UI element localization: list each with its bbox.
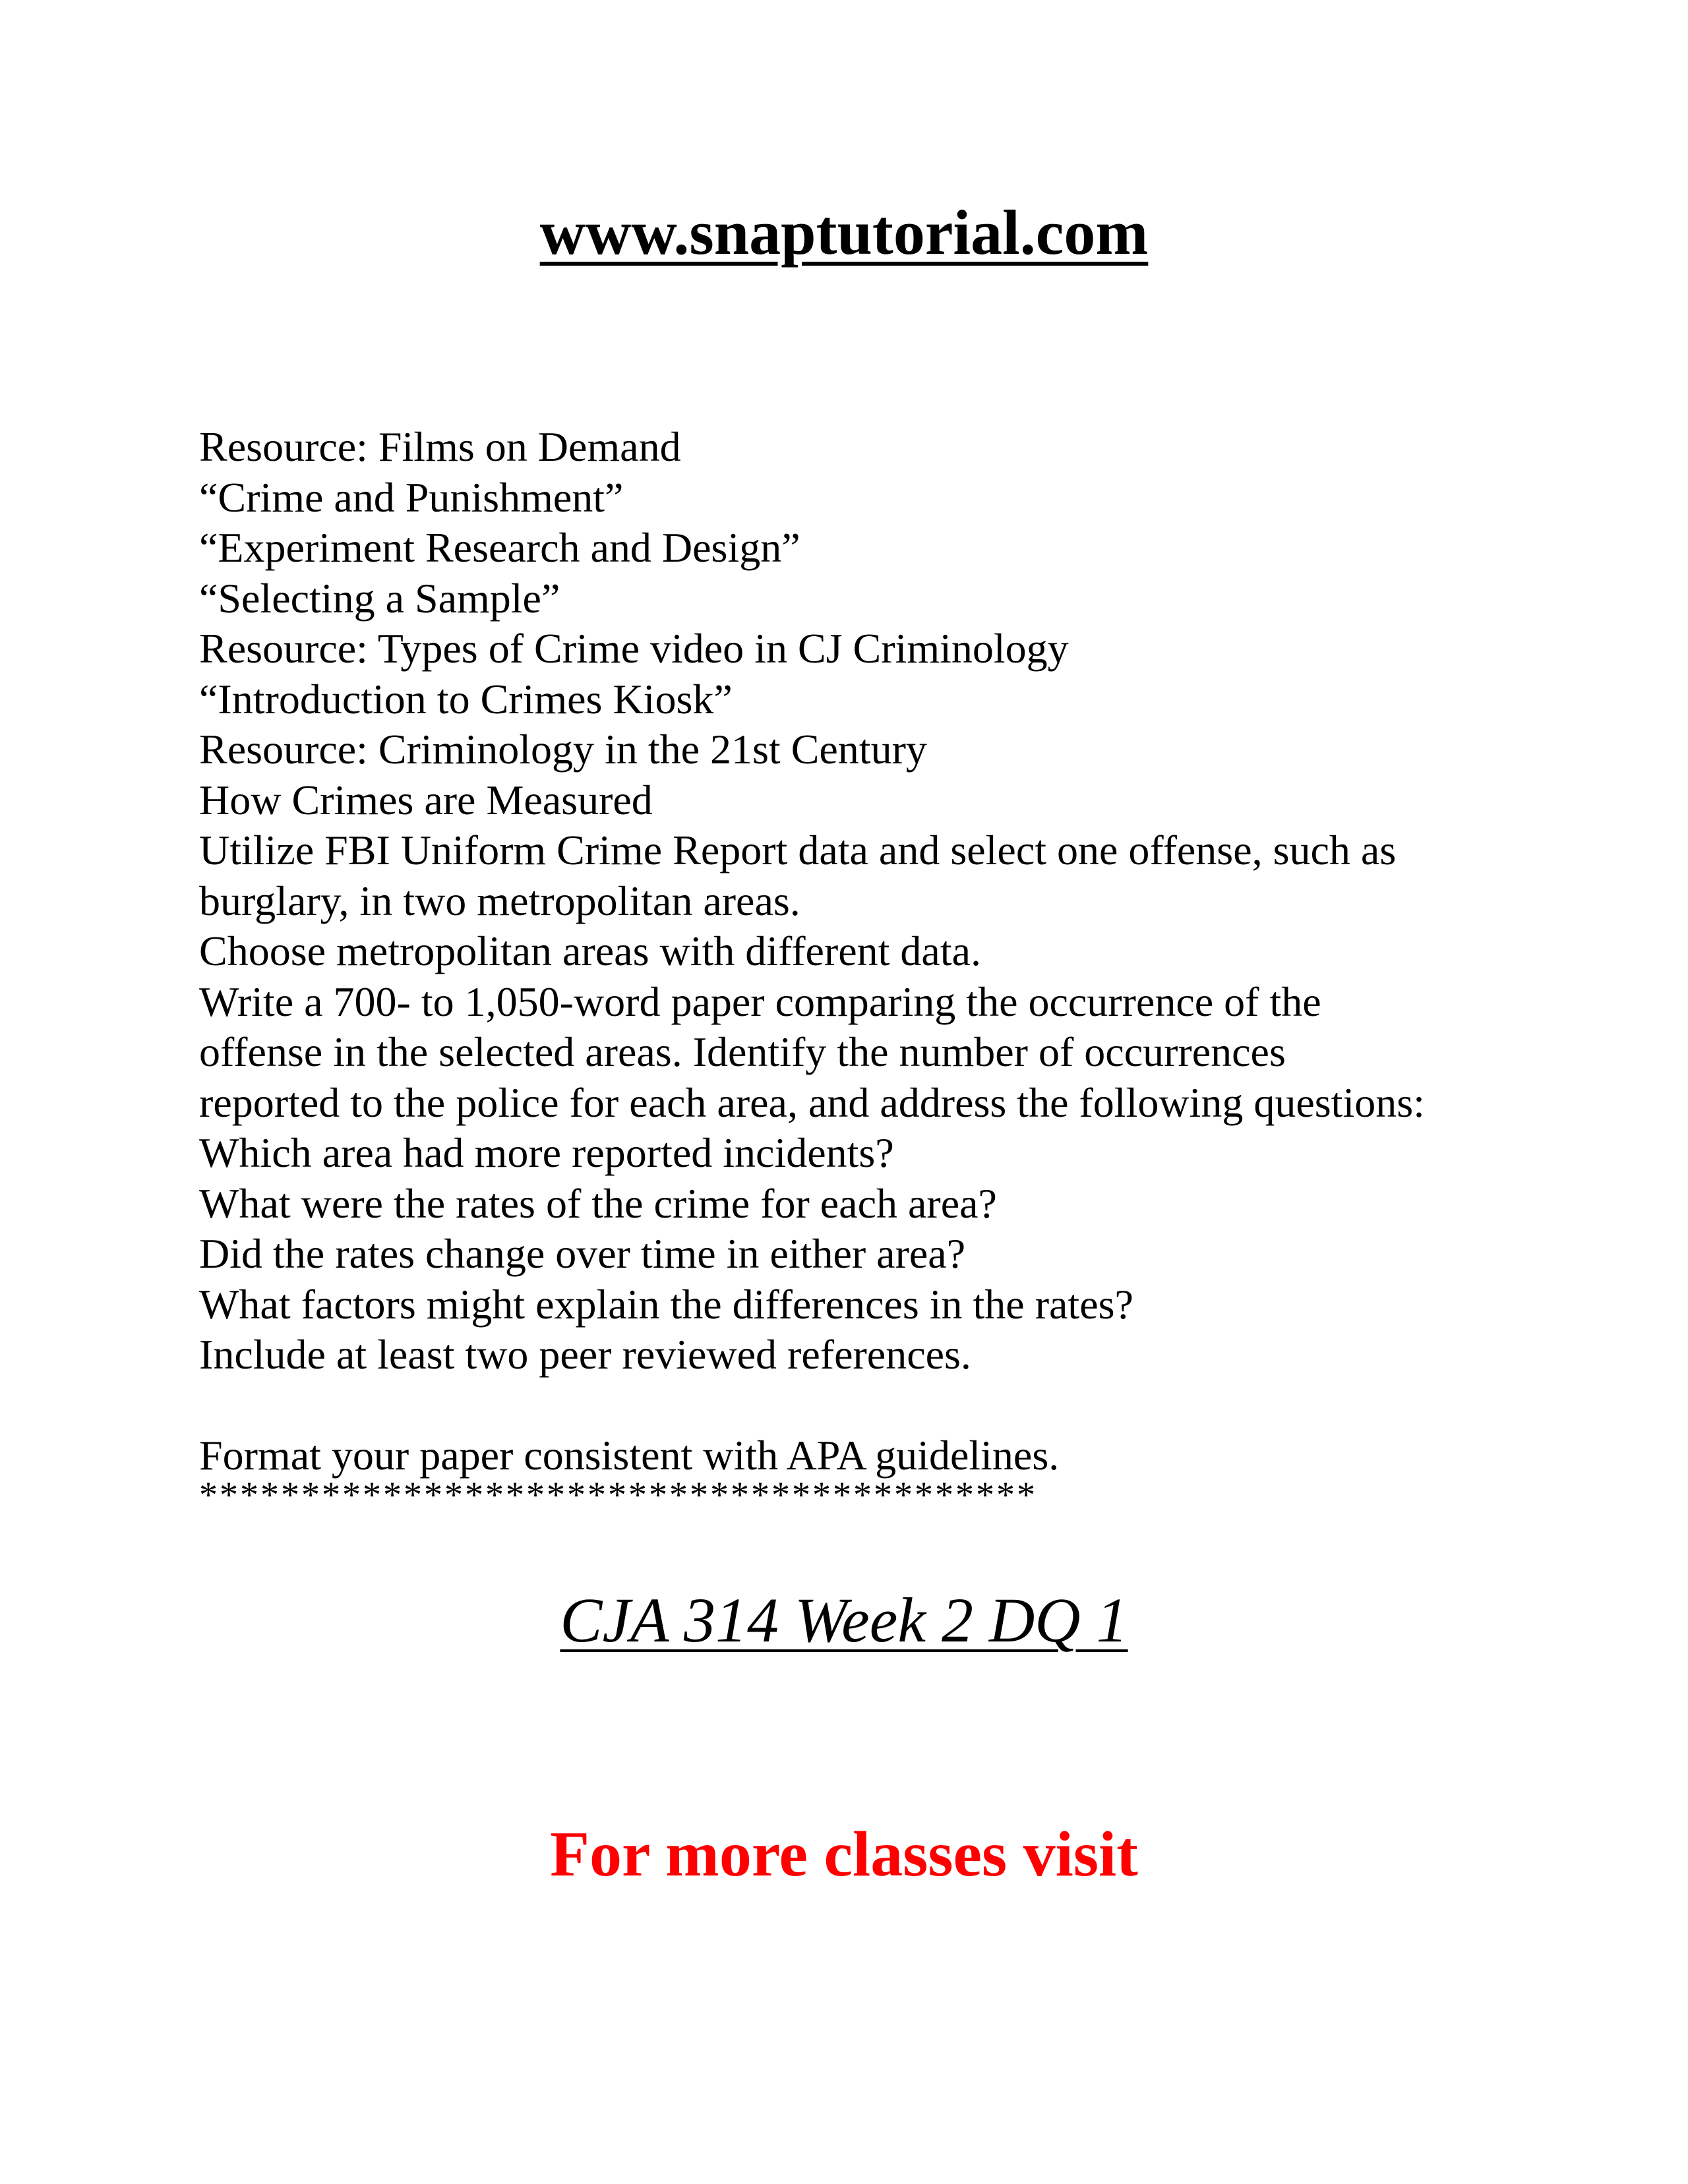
body-line: burglary, in two metropolitan areas. <box>199 877 800 924</box>
course-title: CJA 314 Week 2 DQ 1 <box>560 1585 1128 1655</box>
body-line: “Experiment Research and Design” <box>199 524 800 571</box>
body-line: Resource: Criminology in the 21st Century <box>199 726 927 773</box>
body-line: reported to the police for each area, and address the following questions: <box>199 1078 1425 1126</box>
promo-text: For more classes visit <box>550 1819 1138 1890</box>
site-url-link[interactable]: www.snaptutorial.com <box>539 197 1149 268</box>
body-line: Did the rates change over time in either area? <box>199 1230 966 1277</box>
body-line: Utilize FBI Uniform Crime Report data and select one offense, such as <box>199 827 1397 873</box>
separator-stars: ***************************************** <box>199 1474 1037 1516</box>
body-line: Which area had more reported incidents? <box>199 1129 894 1176</box>
body-line: “Selecting a Sample” <box>199 574 560 622</box>
body-line: Choose metropolitan areas with different data. <box>199 928 981 974</box>
body-line: What were the rates of the crime for each area? <box>199 1179 997 1227</box>
paragraph-gap <box>199 1380 1518 1431</box>
body-line: What factors might explain the differences in the rates? <box>199 1280 1133 1328</box>
assignment-body <box>199 422 1518 1516</box>
body-line: How Crimes are Measured <box>199 776 653 823</box>
body-line: Write a 700- to 1,050-word paper comparing the occurrence of the <box>199 978 1321 1025</box>
body-line: Resource: Films on Demand <box>199 423 681 470</box>
body-line: Include at least two peer reviewed references. <box>199 1331 971 1378</box>
body-line: “Crime and Punishment” <box>199 473 624 521</box>
body-line: “Introduction to Crimes Kiosk” <box>199 675 733 723</box>
format-note: Format your paper consistent with APA guidelines. <box>199 1432 1060 1479</box>
body-line: offense in the selected areas. Identify the number of occurrences <box>199 1028 1286 1075</box>
body-line: Resource: Types of Crime video in CJ Criminology <box>199 625 1069 672</box>
